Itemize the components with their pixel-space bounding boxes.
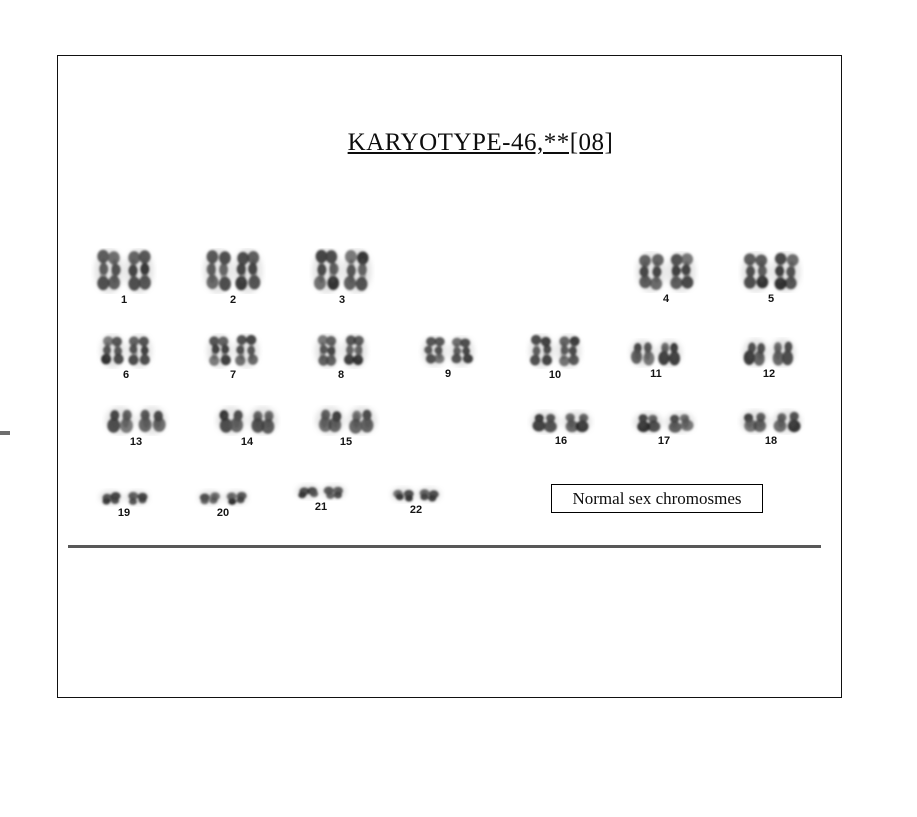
chromosome-pair-label: 19 <box>117 507 131 519</box>
chromosome-pair-8 <box>311 333 371 381</box>
chromosome-pair-9 <box>418 335 478 380</box>
chromosome-pair-6 <box>96 333 156 381</box>
chromosome-pair-5 <box>738 251 804 305</box>
separator-line <box>68 545 821 548</box>
chromosome-pair-label: 22 <box>409 504 423 516</box>
chromosome-pair-image <box>203 333 263 369</box>
chromosome-pair-20 <box>194 488 252 519</box>
left-edge-mark <box>0 431 10 435</box>
chromosome-pair-label: 9 <box>444 368 452 380</box>
chromosome-pair-image <box>739 337 799 368</box>
chromosome-pair-4 <box>633 251 699 305</box>
chromosome-pair-label: 12 <box>762 368 776 380</box>
chromosome-pair-1 <box>91 248 157 306</box>
chromosome-pair-19 <box>95 488 153 519</box>
chromosome-pair-image <box>626 338 686 368</box>
chromosome-pair-image <box>102 405 170 436</box>
chromosome-pair-label: 3 <box>338 294 346 306</box>
chromosome-pair-label: 21 <box>314 501 328 513</box>
chromosome-pair-13 <box>102 405 170 448</box>
chromosome-pair-image <box>738 251 804 293</box>
chromosome-pair-image <box>311 333 371 369</box>
chromosome-pair-image <box>387 485 445 504</box>
chromosome-pair-image <box>630 410 698 435</box>
chromosome-pair-label: 17 <box>657 435 671 447</box>
chromosome-pair-3 <box>309 248 375 306</box>
chromosome-pair-image <box>292 482 350 501</box>
chromosome-pair-image <box>200 248 266 294</box>
annotation-box <box>551 484 763 513</box>
karyotype-title: KARYOTYPE-46,**[08] <box>347 129 614 156</box>
chromosome-pair-label: 16 <box>554 435 568 447</box>
chromosome-pair-label: 11 <box>650 368 662 380</box>
chromosome-pair-label: 20 <box>216 507 230 519</box>
chromosome-pair-image <box>95 488 153 507</box>
chromosome-pair-label: 13 <box>129 436 143 448</box>
chromosome-pair-label: 2 <box>229 294 237 306</box>
chromosome-pair-label: 7 <box>229 369 237 381</box>
chromosome-pair-image <box>96 333 156 369</box>
chromosome-pair-17 <box>630 410 698 447</box>
chromosome-pair-14 <box>213 405 281 448</box>
chromosome-pair-image <box>525 333 585 369</box>
chromosome-pair-image <box>633 251 699 293</box>
chromosome-pair-15 <box>312 405 380 448</box>
chromosome-pair-image <box>527 409 595 435</box>
chromosome-pair-16 <box>527 409 595 447</box>
chromosome-pair-image <box>312 405 380 436</box>
chromosome-pair-label: 4 <box>662 293 670 305</box>
annotation-box-label: Normal sex chromosmes <box>572 488 742 508</box>
report-page <box>57 55 842 698</box>
chromosome-pair-image <box>194 488 252 507</box>
chromosome-pair-label: 10 <box>548 369 562 381</box>
chromosome-pair-image <box>213 405 281 436</box>
chromosome-pair-11 <box>626 338 686 380</box>
chromosome-pair-7 <box>203 333 263 381</box>
chromosome-pair-12 <box>739 337 799 380</box>
chromosome-pair-label: 8 <box>337 369 345 381</box>
chromosome-pair-18 <box>737 408 805 447</box>
chromosome-pair-label: 15 <box>339 436 353 448</box>
chromosome-pair-label: 18 <box>764 435 778 447</box>
chromosome-pair-image <box>418 335 478 368</box>
chromosome-pair-image <box>737 408 805 435</box>
chromosome-pair-22 <box>387 485 445 516</box>
chromosome-pair-image <box>309 248 375 294</box>
chromosome-pair-2 <box>200 248 266 306</box>
chromosome-pair-21 <box>292 482 350 513</box>
chromosome-pair-label: 14 <box>240 436 254 448</box>
chromosome-pair-label: 6 <box>122 369 130 381</box>
chromosome-pair-label: 1 <box>120 294 128 306</box>
chromosome-pair-10 <box>525 333 585 381</box>
chromosome-pair-image <box>91 248 157 294</box>
chromosome-pair-label: 5 <box>767 293 775 305</box>
